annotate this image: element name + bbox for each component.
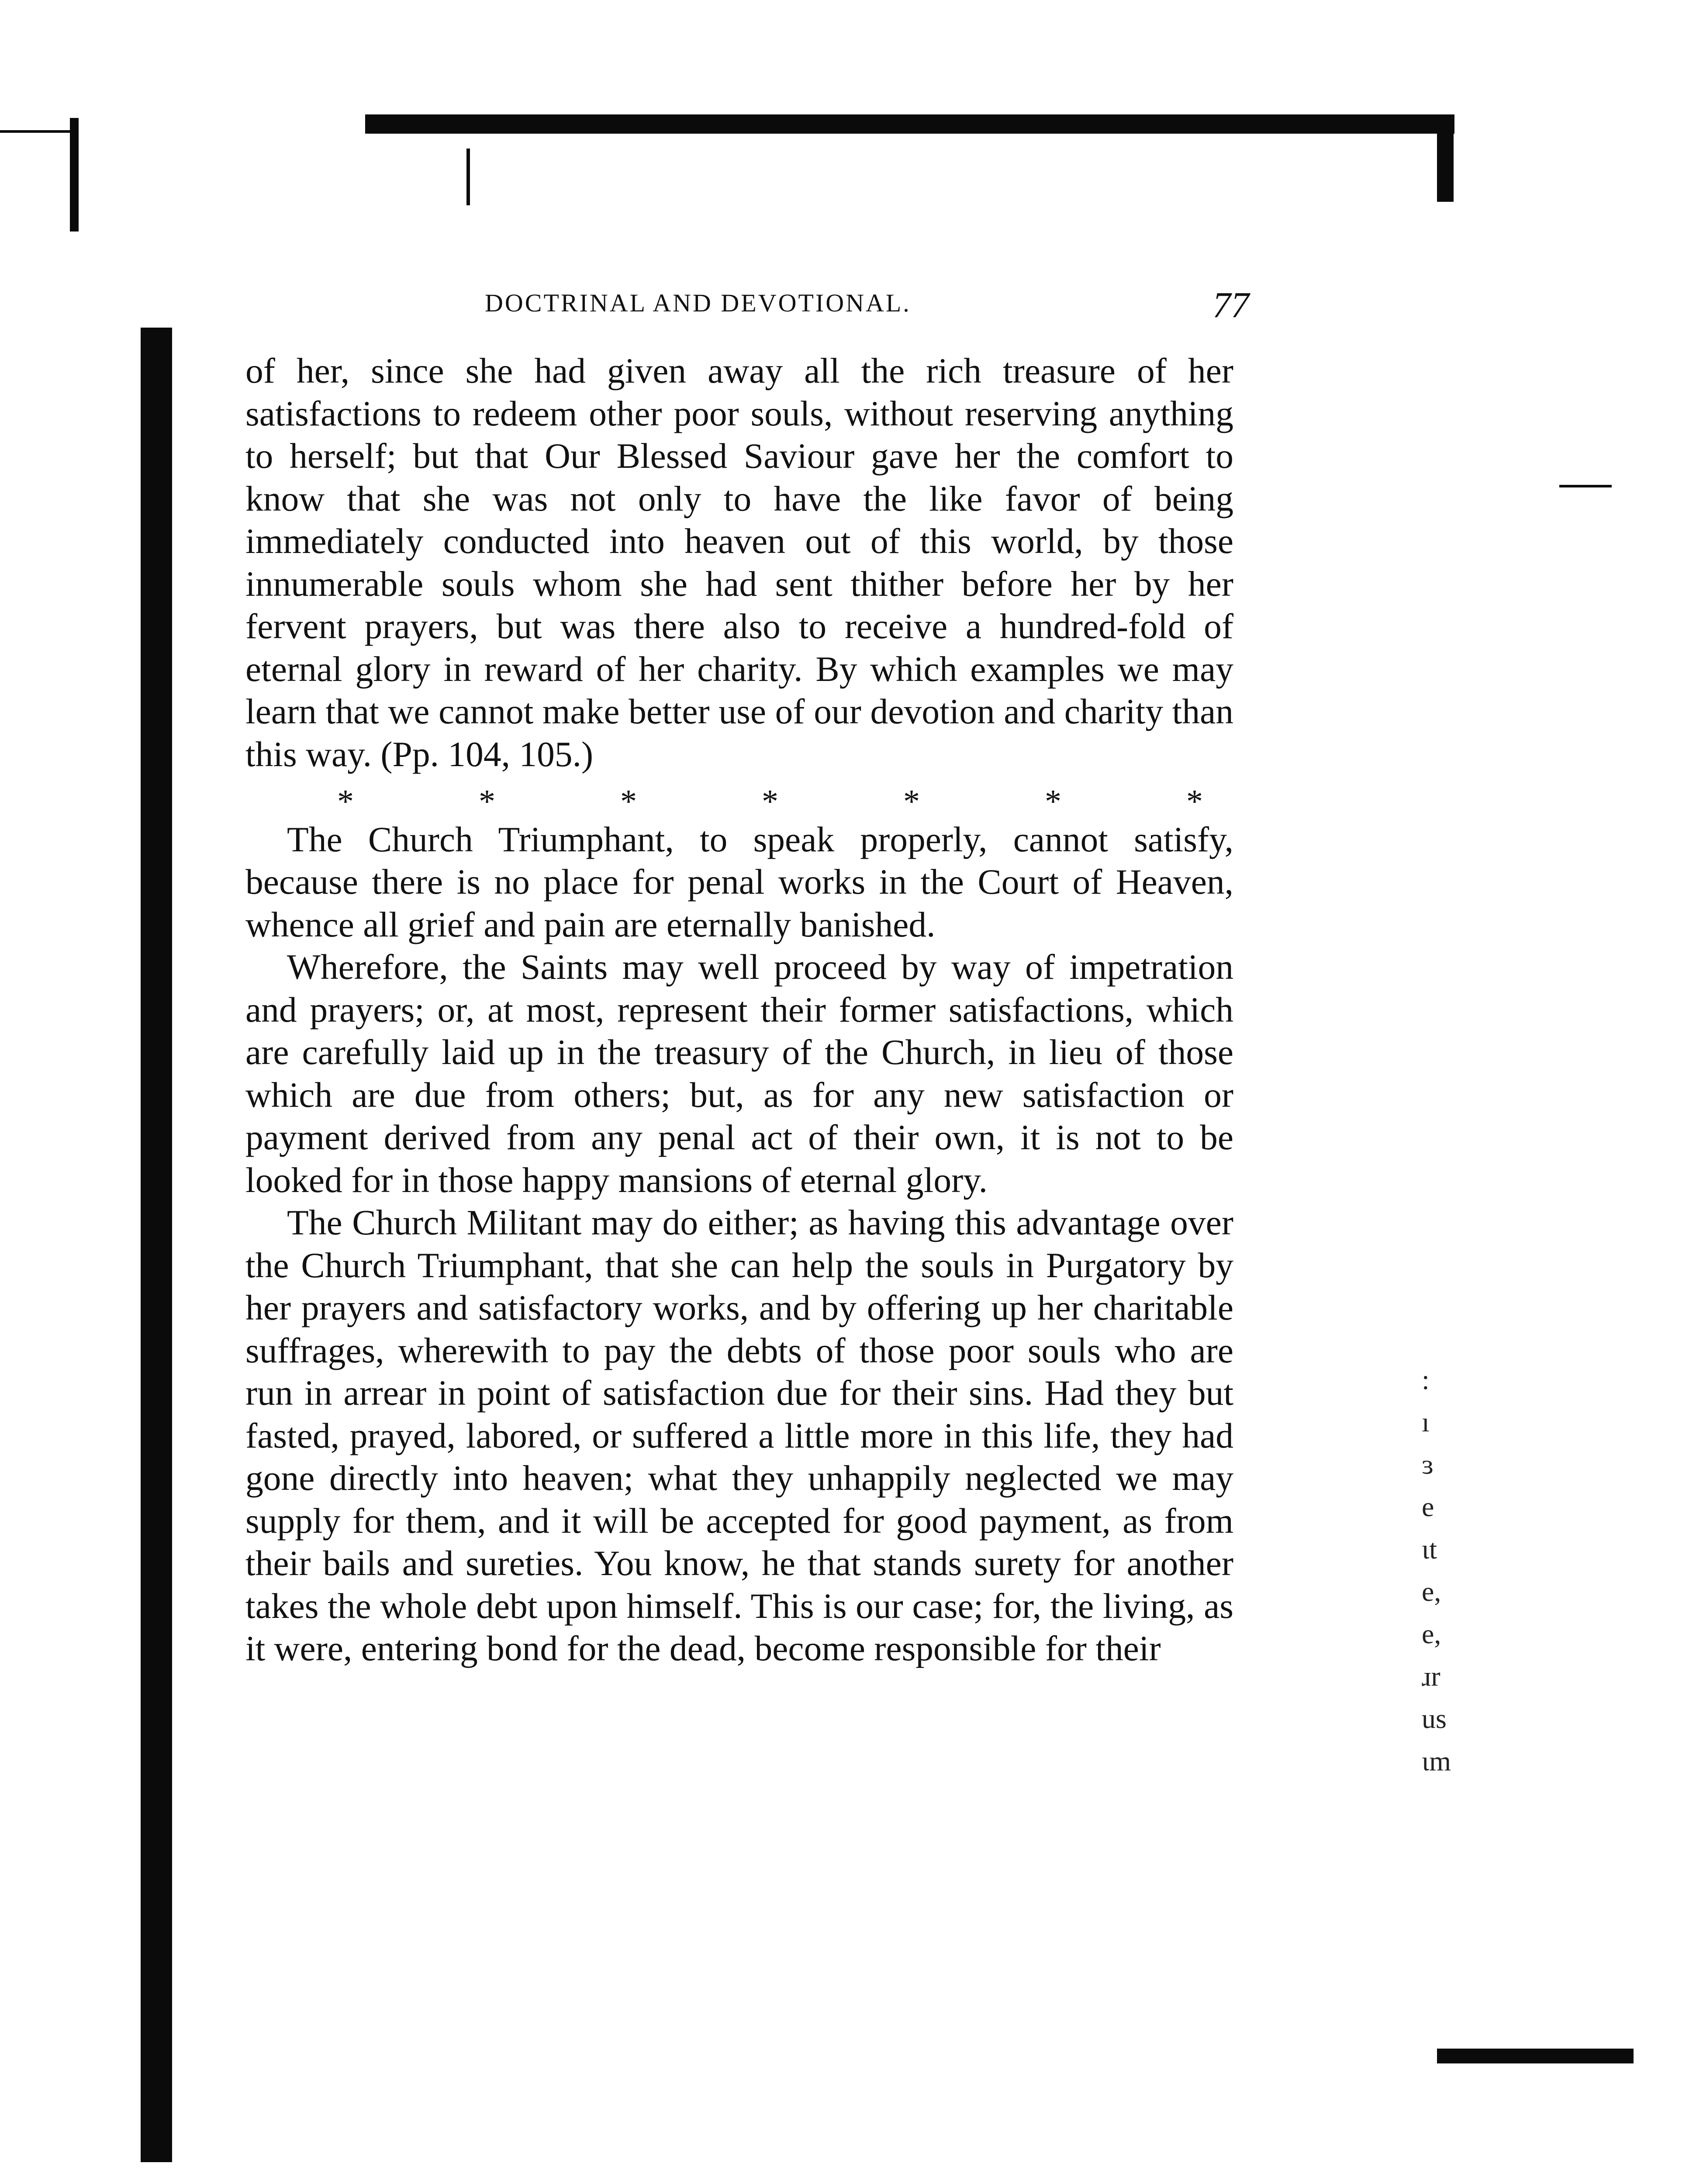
facing-page-fragments bbox=[1422, 1358, 1451, 1782]
paragraph: Wherefore, the Saints may well proceed by way of impetration and prayers; or, at most, represent their former satisfactions, which are carefully laid up in the treasury of the Church, in lieu of those which are due from others; but, as for any new satisfaction or payment derived from any penal act of their own, it is not to be looked for in those happy mansions of eternal glory. bbox=[245, 947, 1233, 1200]
asterisk: * bbox=[762, 783, 778, 820]
fragment: ɹr bbox=[1422, 1661, 1440, 1692]
paragraph: The Church Militant may do either; as having this advantage over the Church Triumphant, that she can help the souls in Purgatory by her prayers and satisfactory works, and by offering up her charitable suffrages, wherewith to pay the debts of those poor souls who are run in arrear in point of satisfaction due for their sins. Had they but fasted, prayed, labored, or suffered a little more in this life, they had gone directly into heaven; what they unhappily neglected we may supply for them, and it will be accepted for good payment, as from their bails and sureties. You know, he that stands surety for another takes the whole debt upon himself. This is our case; for, the living, as it were, entering bond for the dead, become responsible for their bbox=[245, 1203, 1233, 1668]
fragment: : bbox=[1422, 1364, 1430, 1395]
right-edge-tick bbox=[1559, 485, 1612, 487]
section-break bbox=[245, 775, 1233, 818]
asterisk: * bbox=[903, 783, 920, 820]
fragment: us bbox=[1422, 1703, 1447, 1734]
fragment: ιm bbox=[1422, 1745, 1451, 1776]
fragment: ιt bbox=[1422, 1534, 1437, 1565]
asterisk: * bbox=[337, 783, 354, 820]
fragment: e bbox=[1422, 1491, 1434, 1522]
asterisk: * bbox=[1186, 783, 1203, 820]
asterisk: * bbox=[1045, 783, 1061, 820]
paragraph: of her, since she had given away all the rich treasure of her satisfactions to redeem other poor souls, without reserving anything to herself; but that Our Blessed Saviour gave her the comfort to know that she was not only to have the like favor of being immediately conducted into heaven out of this world, by those innumerable souls whom she had sent thither before her by her fervent prayers, but was there also to receive a hundred-fold of eternal glory in reward of her charity. By which examples we may learn that we cannot make better use of our devotion and charity than this way. (Pp. 104, 105.) bbox=[245, 351, 1233, 774]
fragment: ı bbox=[1422, 1406, 1430, 1438]
asterisk: * bbox=[479, 783, 495, 820]
page-header bbox=[485, 284, 1249, 336]
fragment: e, bbox=[1422, 1618, 1441, 1649]
page-number: 77 bbox=[1212, 285, 1249, 325]
body-text bbox=[245, 349, 1233, 1670]
fragment: e, bbox=[1422, 1576, 1441, 1607]
asterisk: * bbox=[620, 783, 637, 820]
bottom-right-edge-shadow bbox=[1437, 2049, 1634, 2063]
left-gutter-shadow bbox=[141, 328, 172, 2162]
fragment: ɜ bbox=[1422, 1449, 1433, 1480]
left-edge-tick bbox=[0, 130, 74, 133]
top-page-edge-shadow bbox=[365, 114, 1454, 134]
top-page-corner bbox=[1437, 114, 1454, 202]
left-edge-mark bbox=[70, 118, 79, 232]
running-title: DOCTRINAL AND DEVOTIONAL. bbox=[485, 289, 911, 317]
top-page-tick bbox=[466, 149, 470, 205]
paragraph: The Church Triumphant, to speak properly, cannot satisfy, because there is no place for penal works in the Court of Heaven, whence all grief and pain are eternally banished. bbox=[245, 819, 1233, 944]
